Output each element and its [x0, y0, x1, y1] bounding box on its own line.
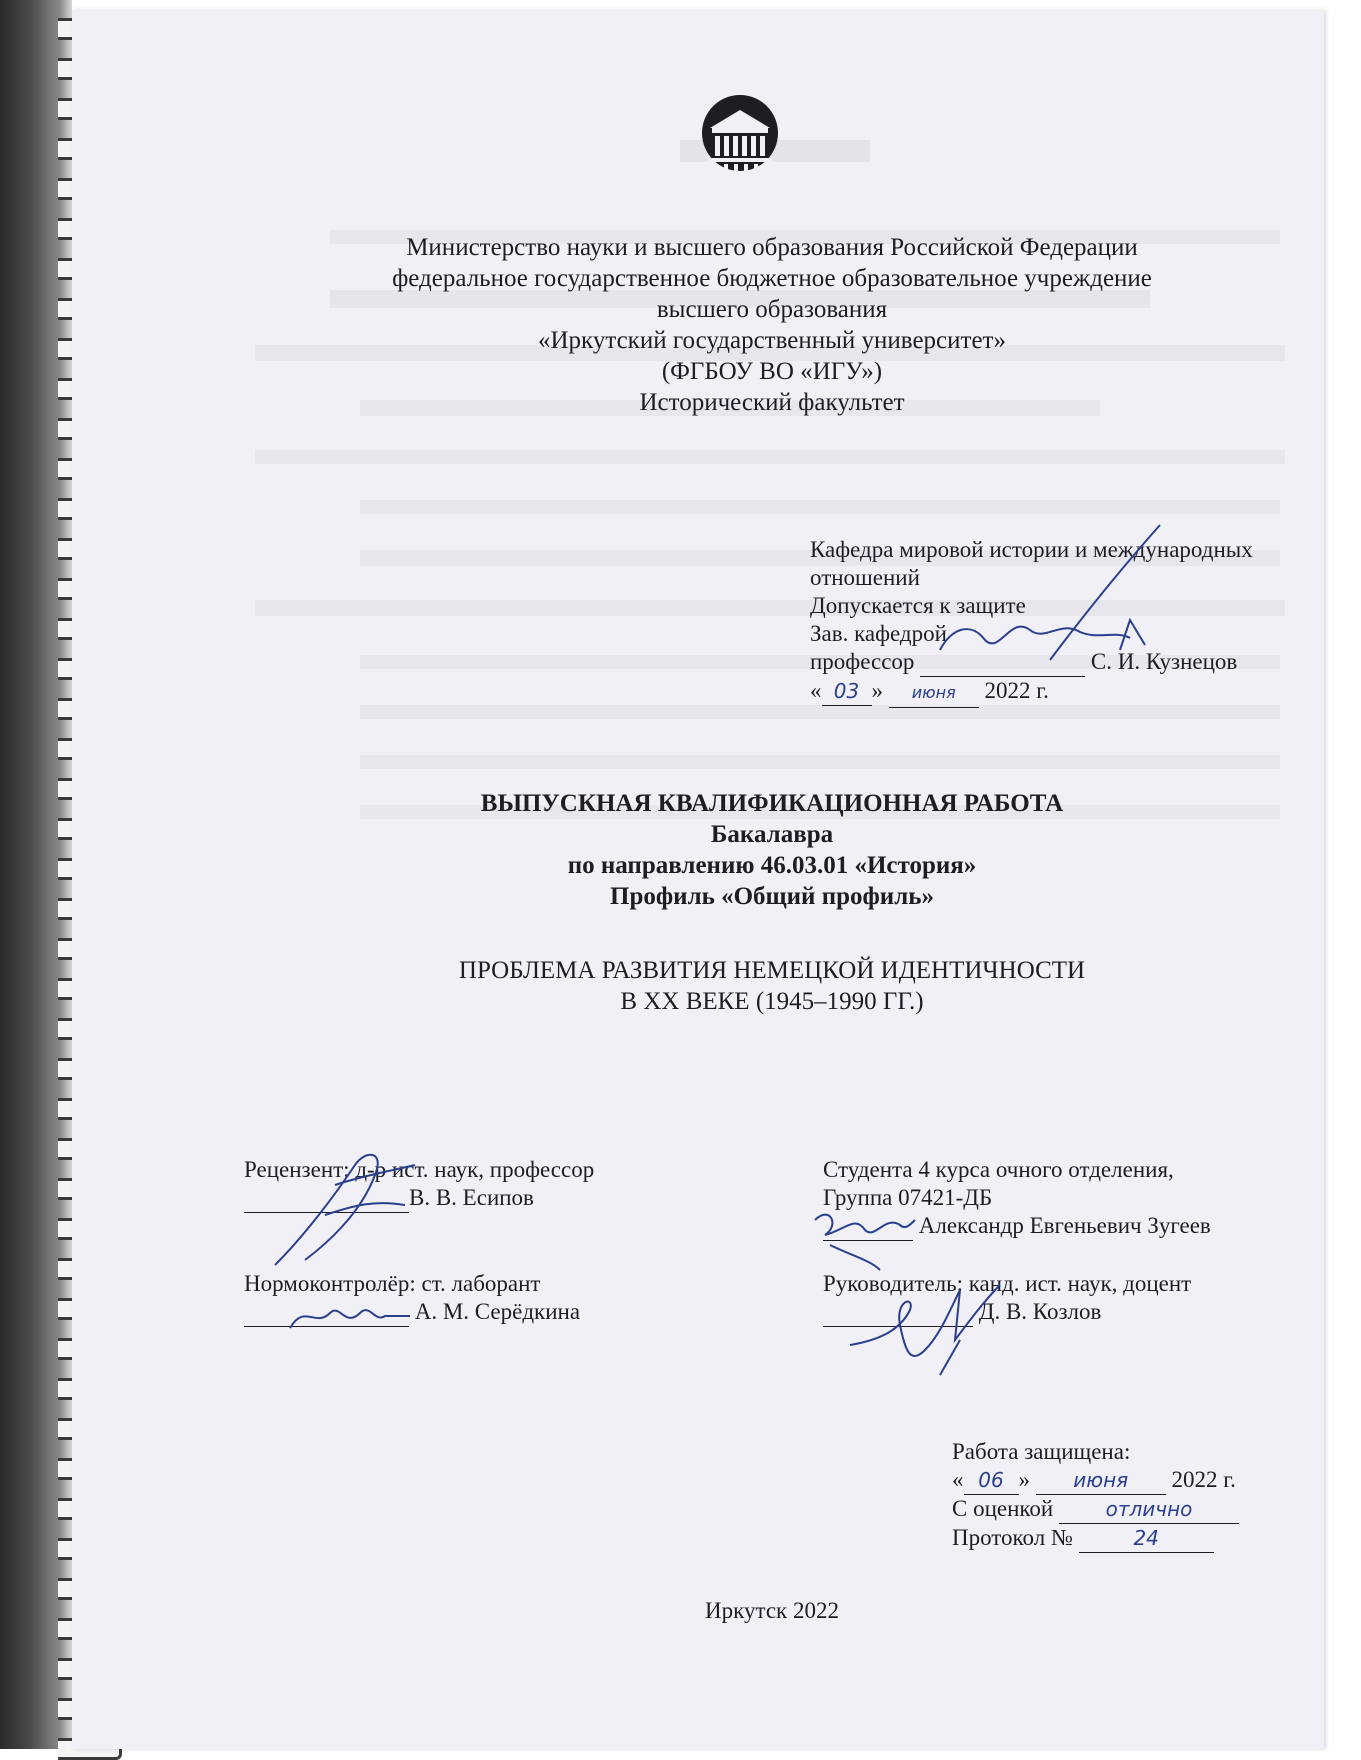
faculty-name: Исторический факультет — [639, 389, 905, 416]
work-type-block — [252, 788, 1292, 912]
reviewer-name: В. В. Есипов — [409, 1185, 534, 1210]
protocol-number: 24 — [1079, 1524, 1214, 1553]
admitted-to-defense: Допускается к защите — [810, 593, 1026, 618]
grade-line: С оценкой отлично — [952, 1495, 1239, 1524]
profile: Профиль «Общий профиль» — [610, 883, 934, 910]
city-year: Иркутск 2022 — [705, 1598, 839, 1623]
university-logo-icon — [700, 88, 780, 188]
direction: по направлению 46.03.01 «История» — [567, 852, 977, 879]
student-signature — [810, 1205, 920, 1280]
supervisor-signature — [840, 1270, 1010, 1385]
student-label: Студента 4 курса очного отделения, — [823, 1157, 1174, 1182]
work-type: ВЫПУСКНАЯ КВАЛИФИКАЦИОННАЯ РАБОТА — [480, 790, 1064, 817]
department-name-1: Кафедра мировой истории и международных — [810, 537, 1253, 562]
student-name: Александр Евгеньевич Зугеев — [918, 1213, 1211, 1238]
reviewer-label: Рецензент: д-р ист. наук, профессор — [244, 1157, 595, 1182]
protocol-line: Протокол № 24 — [952, 1524, 1239, 1553]
education-level-line: высшего образования — [656, 296, 888, 323]
head-position: профессор — [810, 649, 915, 674]
approval-date: « 03 » июня 2022 г. — [810, 677, 1253, 708]
defense-date: « 06 » июня 2022 г. — [952, 1466, 1239, 1495]
defended-label: Работа защищена: — [952, 1439, 1131, 1464]
head-label: Зав. кафедрой — [810, 621, 947, 646]
grade-value: отлично — [1059, 1495, 1239, 1524]
defense-month: июня — [1036, 1466, 1166, 1495]
work-title-line-1: ПРОБЛЕМА РАЗВИТИЯ НЕМЕЦКОЙ ИДЕНТИЧНОСТИ — [458, 957, 1086, 984]
reviewer-signature — [265, 1145, 435, 1280]
work-title-block — [252, 955, 1292, 1017]
university-name: «Иркутский государственный университет» — [538, 327, 1006, 354]
supervisor-label: Руководитель: канд. ист. наук, доцент — [823, 1271, 1192, 1296]
normcontrol-signature — [285, 1298, 415, 1343]
normcontrol-label: Нормоконтролёр: ст. лаборант — [244, 1271, 541, 1296]
defense-block — [952, 1438, 1239, 1553]
normcontrol-name: А. М. Серёдкина — [414, 1299, 581, 1324]
student-group: Группа 07421-ДБ — [823, 1185, 993, 1210]
defense-day: 06 — [964, 1466, 1019, 1495]
header-block — [252, 232, 1292, 418]
university-abbreviation: (ФГБОУ ВО «ИГУ») — [661, 358, 883, 385]
approval-month: июня — [889, 679, 979, 708]
supervisor-name: Д. В. Козлов — [978, 1299, 1102, 1324]
institution-type-line: федеральное государственное бюджетное образовательное учреждение — [392, 265, 1152, 292]
defense-year: 2022 г. — [1171, 1467, 1236, 1492]
department-name-2: отношений — [810, 565, 920, 590]
footer — [252, 1598, 1292, 1624]
head-signature — [930, 520, 1190, 675]
approval-day: 03 — [822, 677, 872, 706]
work-title-line-2: В XX ВЕКЕ (1945–1990 ГГ.) — [620, 988, 924, 1015]
degree: Бакалавра — [710, 821, 834, 848]
head-name: С. И. Кузнецов — [1090, 649, 1238, 674]
ministry-line: Министерство науки и высшего образования Российской Федерации — [406, 234, 1138, 261]
approval-year: 2022 г. — [984, 678, 1049, 703]
